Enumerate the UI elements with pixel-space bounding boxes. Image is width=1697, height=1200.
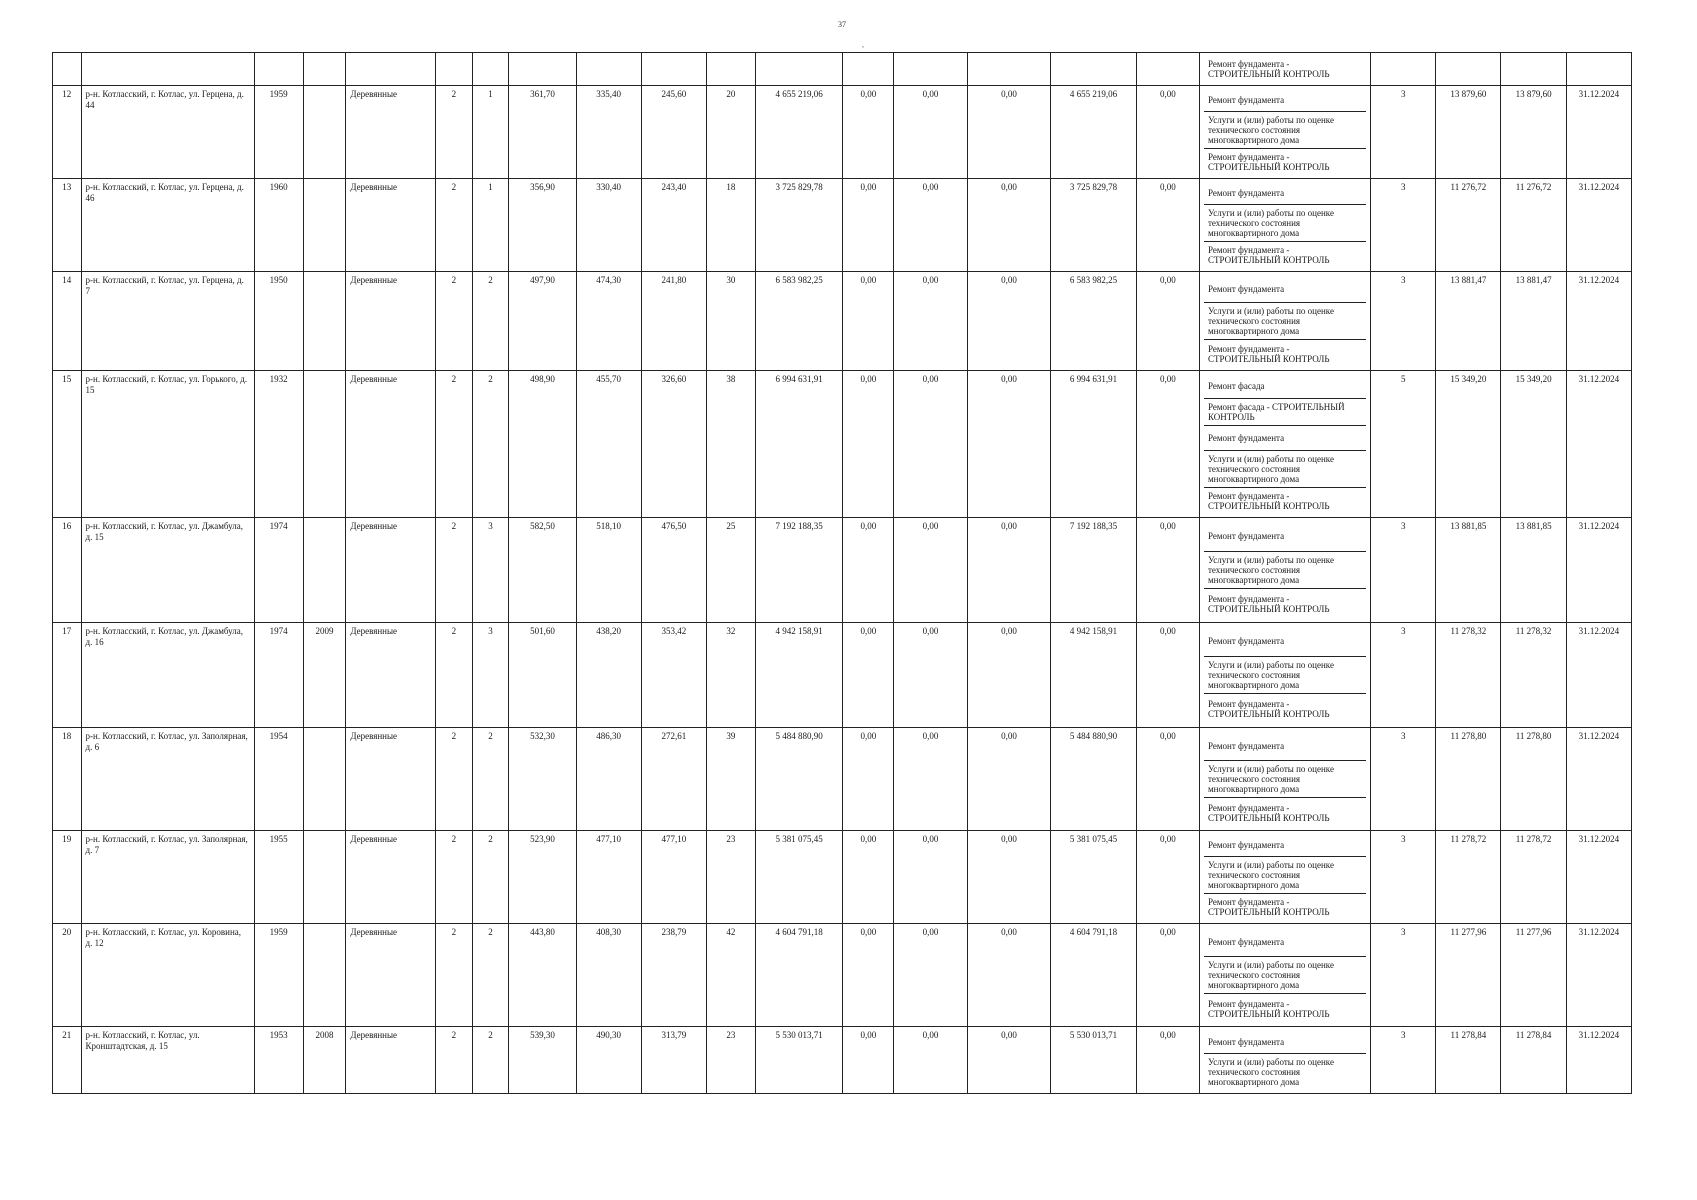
entrances-cell: 2 <box>472 831 509 924</box>
local-budget-cell: 0,00 <box>967 179 1051 272</box>
row-number: 20 <box>53 924 82 1027</box>
table-row <box>53 518 1632 623</box>
local-budget-cell: 0,00 <box>967 86 1051 179</box>
year-built-cell: 1950 <box>254 272 303 371</box>
entrances-cell: 2 <box>472 371 509 518</box>
entrances-cell: 1 <box>472 179 509 272</box>
floors-cell: 2 <box>436 623 473 728</box>
residential-area-cell: 476,50 <box>641 518 706 623</box>
entrances-cell: 2 <box>472 1027 509 1094</box>
owners-funds-cell: 5 381 075,45 <box>1051 831 1137 924</box>
regional-budget-cell: 0,00 <box>894 623 967 728</box>
address-cell: р-н. Котласский, г. Котлас, ул. Герцена, д. 7 <box>81 272 254 371</box>
table-row <box>53 1027 1632 1094</box>
residents-cell: 42 <box>706 924 755 1027</box>
unit-cost-cell: 13 881,85 <box>1436 518 1501 623</box>
work-item: Услуги и (или) работы по оценке технического состояния многоквартирного дома <box>1204 205 1366 242</box>
deadline-cell: 31.12.2024 <box>1566 623 1631 728</box>
local-budget-cell: 0,00 <box>967 1027 1051 1094</box>
fund-cell: 0,00 <box>843 728 894 831</box>
regional-budget-cell: 0,00 <box>894 179 967 272</box>
total-cost-cell: 4 604 791,18 <box>755 924 843 1027</box>
works-list-cell <box>1199 518 1370 623</box>
address-cell: р-н. Котласский, г. Котлас, ул. Герцена, д. 44 <box>81 86 254 179</box>
other-funds-cell: 0,00 <box>1136 518 1199 623</box>
unit-cost-cell: 11 278,32 <box>1436 623 1501 728</box>
work-item: Ремонт фундамента <box>1204 275 1366 303</box>
total-cost-cell: 6 994 631,91 <box>755 371 843 518</box>
unit-cost-cell: 11 276,72 <box>1436 179 1501 272</box>
total-cost-cell: 6 583 982,25 <box>755 272 843 371</box>
year-built-cell: 1954 <box>254 728 303 831</box>
total-cost-cell: 5 530 013,71 <box>755 1027 843 1094</box>
work-item: Ремонт фасада <box>1204 374 1366 399</box>
row-number: 14 <box>53 272 82 371</box>
work-item: Услуги и (или) работы по оценке технического состояния многоквартирного дома <box>1204 303 1366 340</box>
deadline-cell: 31.12.2024 <box>1566 924 1631 1027</box>
work-item: Ремонт фундамента - СТРОИТЕЛЬНЫЙ КОНТРОЛЬ <box>1207 343 1330 364</box>
owners-funds-cell: 3 725 829,78 <box>1051 179 1137 272</box>
other-funds-cell: 0,00 <box>1136 371 1199 518</box>
works-list-cell <box>1199 179 1370 272</box>
regional-budget-cell: 0,00 <box>894 924 967 1027</box>
max-cost-cell: 15 349,20 <box>1501 371 1566 518</box>
living-area-cell: 335,40 <box>576 86 641 179</box>
year-built-cell: 1953 <box>254 1027 303 1094</box>
address-cell: р-н. Котласский, г. Котлас, ул. Герцена, д. 46 <box>81 179 254 272</box>
quantity-cell: 3 <box>1371 518 1436 623</box>
residents-cell: 30 <box>706 272 755 371</box>
total-area-cell: 361,70 <box>509 86 576 179</box>
floors-cell: 2 <box>436 728 473 831</box>
address-cell: р-н. Котласский, г. Котлас, ул. Кронштадтская, д. 15 <box>81 1027 254 1094</box>
work-item: Ремонт фундамента - СТРОИТЕЛЬНЫЙ КОНТРОЛЬ <box>1207 245 1330 265</box>
row-number: 17 <box>53 623 82 728</box>
work-item: Ремонт фундамента <box>1204 834 1366 857</box>
year-overhaul-cell <box>303 518 346 623</box>
total-cost-cell: 5 381 075,45 <box>755 831 843 924</box>
deadline-cell: 31.12.2024 <box>1566 272 1631 371</box>
floors-cell: 2 <box>436 272 473 371</box>
works-list-cell <box>1199 831 1370 924</box>
living-area-cell: 490,30 <box>576 1027 641 1094</box>
year-built-cell: 1955 <box>254 831 303 924</box>
entrances-cell: 3 <box>472 623 509 728</box>
year-overhaul-cell <box>303 371 346 518</box>
entrances-cell: 2 <box>472 728 509 831</box>
row-number: 21 <box>53 1027 82 1094</box>
wall-material-cell: Деревянные <box>346 1027 436 1094</box>
wall-material-cell: Деревянные <box>346 924 436 1027</box>
work-item: Услуги и (или) работы по оценке технического состояния многоквартирного дома <box>1204 657 1366 694</box>
max-cost-cell: 11 277,96 <box>1501 924 1566 1027</box>
floors-cell: 2 <box>436 1027 473 1094</box>
fund-cell: 0,00 <box>843 86 894 179</box>
local-budget-cell: 0,00 <box>967 831 1051 924</box>
total-cost-cell: 7 192 188,35 <box>755 518 843 623</box>
work-item: Ремонт фундамента <box>1204 89 1366 112</box>
entrances-cell: 2 <box>472 272 509 371</box>
table-row <box>53 86 1632 179</box>
work-item: Ремонт фундамента <box>1204 426 1366 451</box>
work-item: Услуги и (или) работы по оценке технического состояния многоквартирного дома <box>1204 451 1366 488</box>
address-cell: р-н. Котласский, г. Котлас, ул. Джамбула, д. 16 <box>81 623 254 728</box>
work-item: Ремонт фундамента <box>1204 731 1366 761</box>
fund-cell: 0,00 <box>843 272 894 371</box>
deadline-cell: 31.12.2024 <box>1566 179 1631 272</box>
residents-cell: 25 <box>706 518 755 623</box>
owners-funds-cell: 6 583 982,25 <box>1051 272 1137 371</box>
entrances-cell: 1 <box>472 86 509 179</box>
table-row <box>53 272 1632 371</box>
table-row <box>53 371 1632 518</box>
quantity-cell: 3 <box>1371 924 1436 1027</box>
address-cell: р-н. Котласский, г. Котлас, ул. Заполярная, д. 6 <box>81 728 254 831</box>
work-item: Ремонт фундамента - СТРОИТЕЛЬНЫЙ КОНТРОЛЬ <box>1207 152 1330 172</box>
floors-cell: 2 <box>436 86 473 179</box>
quantity-cell: 3 <box>1371 831 1436 924</box>
living-area-cell: 477,10 <box>576 831 641 924</box>
quantity-cell: 3 <box>1371 1027 1436 1094</box>
overhaul-register-table <box>52 52 1632 1094</box>
fund-cell: 0,00 <box>843 371 894 518</box>
works-list-cell <box>1199 1027 1370 1094</box>
max-cost-cell: 11 278,32 <box>1501 623 1566 728</box>
residential-area-cell: 241,80 <box>641 272 706 371</box>
total-cost-cell: 4 655 219,06 <box>755 86 843 179</box>
living-area-cell: 330,40 <box>576 179 641 272</box>
unit-cost-cell: 11 278,80 <box>1436 728 1501 831</box>
work-item: Ремонт фундамента <box>1204 521 1366 552</box>
work-item: Услуги и (или) работы по оценке технического состояния многоквартирного дома <box>1204 761 1366 798</box>
owners-funds-cell: 7 192 188,35 <box>1051 518 1137 623</box>
unit-cost-cell: 11 278,72 <box>1436 831 1501 924</box>
works-list-cell <box>1199 728 1370 831</box>
owners-funds-cell: 4 942 158,91 <box>1051 623 1137 728</box>
work-item: Ремонт фундамента - СТРОИТЕЛЬНЫЙ КОНТРОЛЬ <box>1207 491 1330 511</box>
work-item: Услуги и (или) работы по оценке технического состояния многоквартирного дома <box>1204 112 1366 149</box>
local-budget-cell: 0,00 <box>967 728 1051 831</box>
address-cell: р-н. Котласский, г. Котлас, ул. Коровина, д. 12 <box>81 924 254 1027</box>
other-funds-cell: 0,00 <box>1136 728 1199 831</box>
works-list-cell <box>1199 924 1370 1027</box>
regional-budget-cell: 0,00 <box>894 1027 967 1094</box>
works-list-cell <box>1199 371 1370 518</box>
wall-material-cell: Деревянные <box>346 371 436 518</box>
work-item: Ремонт фундамента - СТРОИТЕЛЬНЫЙ КОНТРОЛЬ <box>1207 594 1330 614</box>
residents-cell: 39 <box>706 728 755 831</box>
table-body <box>53 53 1632 1094</box>
local-budget-cell: 0,00 <box>967 272 1051 371</box>
address-cell: р-н. Котласский, г. Котлас, ул. Джамбула, д. 15 <box>81 518 254 623</box>
total-area-cell: 356,90 <box>509 179 576 272</box>
year-overhaul-cell <box>303 924 346 1027</box>
wall-material-cell: Деревянные <box>346 728 436 831</box>
work-item: Ремонт фундамента - СТРОИТЕЛЬНЫЙ КОНТРОЛЬ <box>1207 897 1330 917</box>
other-funds-cell: 0,00 <box>1136 179 1199 272</box>
works-list-cell <box>1199 86 1370 179</box>
row-number: 19 <box>53 831 82 924</box>
work-item: Ремонт фасада - СТРОИТЕЛЬНЫЙ КОНТРОЛЬ <box>1204 399 1366 426</box>
local-budget-cell: 0,00 <box>967 623 1051 728</box>
owners-funds-cell: 5 484 880,90 <box>1051 728 1137 831</box>
other-funds-cell: 0,00 <box>1136 86 1199 179</box>
quantity-cell: 3 <box>1371 272 1436 371</box>
living-area-cell: 438,20 <box>576 623 641 728</box>
year-overhaul-cell <box>303 728 346 831</box>
wall-material-cell: Деревянные <box>346 179 436 272</box>
residents-cell: 32 <box>706 623 755 728</box>
year-overhaul-cell: 2008 <box>303 1027 346 1094</box>
page-number: 37 <box>838 20 846 29</box>
regional-budget-cell: 0,00 <box>894 831 967 924</box>
living-area-cell: 518,10 <box>576 518 641 623</box>
deadline-cell: 31.12.2024 <box>1566 371 1631 518</box>
year-overhaul-cell <box>303 272 346 371</box>
residential-area-cell: 326,60 <box>641 371 706 518</box>
entrances-cell: 3 <box>472 518 509 623</box>
regional-budget-cell: 0,00 <box>894 728 967 831</box>
living-area-cell: 408,30 <box>576 924 641 1027</box>
quantity-cell: 5 <box>1371 371 1436 518</box>
residential-area-cell: 477,10 <box>641 831 706 924</box>
deadline-cell: 31.12.2024 <box>1566 831 1631 924</box>
total-area-cell: 523,90 <box>509 831 576 924</box>
residential-area-cell: 238,79 <box>641 924 706 1027</box>
wall-material-cell: Деревянные <box>346 623 436 728</box>
local-budget-cell: 0,00 <box>967 371 1051 518</box>
year-built-cell: 1932 <box>254 371 303 518</box>
work-item: Ремонт фундамента - СТРОИТЕЛЬНЫЙ КОНТРОЛЬ <box>1207 59 1330 79</box>
unit-cost-cell: 11 278,84 <box>1436 1027 1501 1094</box>
max-cost-cell: 13 881,47 <box>1501 272 1566 371</box>
fund-cell: 0,00 <box>843 831 894 924</box>
max-cost-cell: 11 278,84 <box>1501 1027 1566 1094</box>
row-number: 16 <box>53 518 82 623</box>
work-item: Ремонт фундамента <box>1204 182 1366 205</box>
year-built-cell: 1959 <box>254 924 303 1027</box>
local-budget-cell: 0,00 <box>967 518 1051 623</box>
total-area-cell: 582,50 <box>509 518 576 623</box>
residential-area-cell: 313,79 <box>641 1027 706 1094</box>
floors-cell: 2 <box>436 179 473 272</box>
table-row <box>53 179 1632 272</box>
max-cost-cell: 11 278,80 <box>1501 728 1566 831</box>
table-row <box>53 831 1632 924</box>
scan-mark: , <box>862 40 864 49</box>
year-overhaul-cell <box>303 179 346 272</box>
max-cost-cell: 11 276,72 <box>1501 179 1566 272</box>
unit-cost-cell: 11 277,96 <box>1436 924 1501 1027</box>
wall-material-cell: Деревянные <box>346 272 436 371</box>
residents-cell: 18 <box>706 179 755 272</box>
residents-cell: 20 <box>706 86 755 179</box>
total-area-cell: 539,30 <box>509 1027 576 1094</box>
max-cost-cell: 11 278,72 <box>1501 831 1566 924</box>
floors-cell: 2 <box>436 831 473 924</box>
other-funds-cell: 0,00 <box>1136 924 1199 1027</box>
table-row <box>53 728 1632 831</box>
deadline-cell: 31.12.2024 <box>1566 518 1631 623</box>
entrances-cell: 2 <box>472 924 509 1027</box>
year-overhaul-cell: 2009 <box>303 623 346 728</box>
owners-funds-cell: 4 604 791,18 <box>1051 924 1137 1027</box>
row-number: 15 <box>53 371 82 518</box>
works-list-cell <box>1199 272 1370 371</box>
deadline-cell: 31.12.2024 <box>1566 728 1631 831</box>
work-item: Ремонт фундамента - СТРОИТЕЛЬНЫЙ КОНТРОЛЬ <box>1207 699 1330 719</box>
regional-budget-cell: 0,00 <box>894 272 967 371</box>
fund-cell: 0,00 <box>843 623 894 728</box>
row-number: 12 <box>53 86 82 179</box>
owners-funds-cell: 4 655 219,06 <box>1051 86 1137 179</box>
work-item: Ремонт фундамента <box>1204 626 1366 657</box>
residential-area-cell: 245,60 <box>641 86 706 179</box>
other-funds-cell: 0,00 <box>1136 272 1199 371</box>
total-area-cell: 497,90 <box>509 272 576 371</box>
quantity-cell: 3 <box>1371 179 1436 272</box>
table-row <box>53 924 1632 1027</box>
living-area-cell: 486,30 <box>576 728 641 831</box>
year-built-cell: 1959 <box>254 86 303 179</box>
residents-cell: 23 <box>706 831 755 924</box>
total-cost-cell: 4 942 158,91 <box>755 623 843 728</box>
quantity-cell: 3 <box>1371 86 1436 179</box>
deadline-cell: 31.12.2024 <box>1566 86 1631 179</box>
works-list-cell <box>1199 623 1370 728</box>
row-number: 13 <box>53 179 82 272</box>
total-cost-cell: 5 484 880,90 <box>755 728 843 831</box>
total-area-cell: 501,60 <box>509 623 576 728</box>
quantity-cell: 3 <box>1371 623 1436 728</box>
total-area-cell: 443,80 <box>509 924 576 1027</box>
table-row-continuation <box>53 53 1632 86</box>
work-item: Услуги и (или) работы по оценке технического состояния многоквартирного дома <box>1204 957 1366 994</box>
residential-area-cell: 272,61 <box>641 728 706 831</box>
work-item: Ремонт фундамента - СТРОИТЕЛЬНЫЙ КОНТРОЛЬ <box>1207 998 1330 1019</box>
unit-cost-cell: 13 881,47 <box>1436 272 1501 371</box>
residential-area-cell: 243,40 <box>641 179 706 272</box>
residents-cell: 38 <box>706 371 755 518</box>
fund-cell: 0,00 <box>843 924 894 1027</box>
max-cost-cell: 13 881,85 <box>1501 518 1566 623</box>
fund-cell: 0,00 <box>843 1027 894 1094</box>
wall-material-cell: Деревянные <box>346 518 436 623</box>
other-funds-cell: 0,00 <box>1136 623 1199 728</box>
living-area-cell: 474,30 <box>576 272 641 371</box>
other-funds-cell: 0,00 <box>1136 1027 1199 1094</box>
deadline-cell: 31.12.2024 <box>1566 1027 1631 1094</box>
total-cost-cell: 3 725 829,78 <box>755 179 843 272</box>
regional-budget-cell: 0,00 <box>894 86 967 179</box>
other-funds-cell: 0,00 <box>1136 831 1199 924</box>
floors-cell: 2 <box>436 924 473 1027</box>
year-overhaul-cell <box>303 831 346 924</box>
owners-funds-cell: 6 994 631,91 <box>1051 371 1137 518</box>
unit-cost-cell: 15 349,20 <box>1436 371 1501 518</box>
local-budget-cell: 0,00 <box>967 924 1051 1027</box>
work-item: Ремонт фундамента <box>1204 927 1366 957</box>
regional-budget-cell: 0,00 <box>894 518 967 623</box>
year-built-cell: 1974 <box>254 623 303 728</box>
wall-material-cell: Деревянные <box>346 831 436 924</box>
fund-cell: 0,00 <box>843 179 894 272</box>
owners-funds-cell: 5 530 013,71 <box>1051 1027 1137 1094</box>
floors-cell: 2 <box>436 371 473 518</box>
living-area-cell: 455,70 <box>576 371 641 518</box>
year-built-cell: 1960 <box>254 179 303 272</box>
residents-cell: 23 <box>706 1027 755 1094</box>
total-area-cell: 532,30 <box>509 728 576 831</box>
max-cost-cell: 13 879,60 <box>1501 86 1566 179</box>
floors-cell: 2 <box>436 518 473 623</box>
address-cell: р-н. Котласский, г. Котлас, ул. Горького, д. 15 <box>81 371 254 518</box>
work-item: Услуги и (или) работы по оценке технического состояния многоквартирного дома <box>1204 857 1366 894</box>
row-number: 18 <box>53 728 82 831</box>
unit-cost-cell: 13 879,60 <box>1436 86 1501 179</box>
year-built-cell: 1974 <box>254 518 303 623</box>
quantity-cell: 3 <box>1371 728 1436 831</box>
address-cell: р-н. Котласский, г. Котлас, ул. Заполярная, д. 7 <box>81 831 254 924</box>
wall-material-cell: Деревянные <box>346 86 436 179</box>
work-item: Ремонт фундамента - СТРОИТЕЛЬНЫЙ КОНТРОЛЬ <box>1207 802 1330 823</box>
regional-budget-cell: 0,00 <box>894 371 967 518</box>
total-area-cell: 498,90 <box>509 371 576 518</box>
residential-area-cell: 353,42 <box>641 623 706 728</box>
fund-cell: 0,00 <box>843 518 894 623</box>
year-overhaul-cell <box>303 86 346 179</box>
work-item: Ремонт фундамента <box>1204 1030 1366 1054</box>
work-item: Услуги и (или) работы по оценке технического состояния многоквартирного дома <box>1207 1057 1334 1087</box>
table-row <box>53 623 1632 728</box>
work-item: Услуги и (или) работы по оценке технического состояния многоквартирного дома <box>1204 552 1366 589</box>
